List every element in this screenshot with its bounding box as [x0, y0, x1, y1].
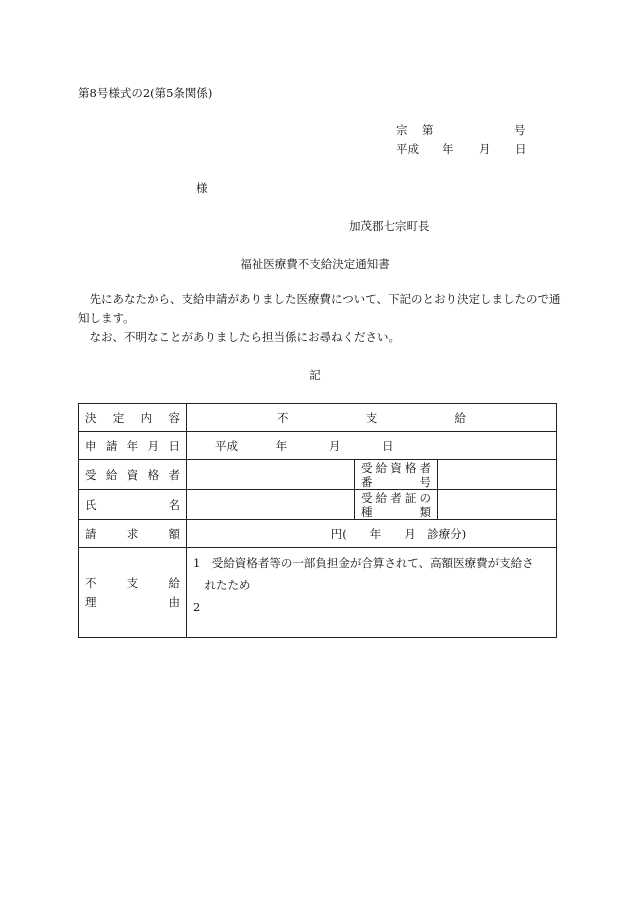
label-char: 者: [168, 467, 180, 482]
name-label: [79, 490, 187, 520]
body-text: [78, 290, 563, 347]
label-char: 受: [85, 467, 97, 482]
label-char: 資: [126, 467, 139, 482]
label-char: 給: [375, 490, 388, 505]
apply-date-year: 年: [275, 438, 288, 453]
decision-table: [78, 403, 557, 638]
apply-date-era: 平成: [215, 438, 238, 453]
body-paragraph-1: 先にあなたから、支給申請がありました医療費について、下記のとおり決定しましたので通知します。: [78, 292, 561, 325]
label-char: 資: [390, 460, 402, 475]
decision-value: [187, 404, 557, 432]
label-char: 給: [105, 467, 118, 482]
label-char: 号: [419, 474, 431, 489]
recipient-no-value: [438, 460, 557, 490]
label-char: 求: [126, 526, 139, 541]
claim-label: [79, 520, 187, 548]
label-char: 受: [361, 490, 373, 505]
label-char: 不: [85, 575, 97, 590]
apply-date-value: [187, 432, 557, 460]
cert-type-value: [438, 490, 557, 520]
label-char: 月: [147, 438, 160, 453]
label-char: 給: [454, 410, 466, 425]
label-char: 申: [85, 438, 97, 453]
reason-item-1-cont: れたため: [193, 578, 251, 592]
label-char: の: [419, 490, 431, 505]
label-char: 請: [105, 438, 118, 453]
label-char: 理: [85, 594, 97, 609]
label-char: 支: [365, 410, 378, 425]
recipient-value: [187, 460, 355, 490]
claim-value: 円( 年 月 診療分): [187, 520, 557, 548]
ref-shu: 宗: [396, 123, 408, 137]
form-number: 第8号様式の2(第5条関係): [78, 86, 213, 100]
label-char: 定: [112, 410, 125, 425]
apply-date-month: 月: [328, 438, 341, 453]
issue-date-month: 月: [479, 142, 491, 156]
apply-date-day: 日: [381, 438, 394, 453]
reason-value: [187, 548, 557, 638]
label-char: 支: [126, 575, 139, 590]
issuer: 加茂郡七宗町長: [349, 219, 430, 233]
label-char: 請: [85, 526, 97, 541]
label-char: 種: [361, 504, 373, 519]
ref-go: 号: [514, 123, 526, 137]
label-char: 内: [140, 410, 153, 425]
label-char: 日: [168, 438, 180, 453]
cert-type-label: [355, 490, 438, 520]
reason-label: [79, 548, 187, 638]
label-char: 年: [126, 438, 139, 453]
label-char: 額: [168, 526, 180, 541]
label-char: 決: [85, 410, 97, 425]
document-title: 福祉医療費不支給決定通知書: [240, 257, 390, 271]
label-char: 番: [361, 474, 373, 489]
addressee: 様: [196, 181, 208, 195]
label-char: 格: [147, 467, 160, 482]
label-char: 者: [419, 460, 431, 475]
label-char: 者: [390, 490, 402, 505]
apply-date-label: [79, 432, 187, 460]
name-value: [187, 490, 355, 520]
label-char: 証: [404, 490, 417, 505]
ref-dai: 第: [422, 123, 434, 137]
label-char: 格: [404, 460, 417, 475]
label-char: 容: [168, 410, 180, 425]
issue-date-day: 日: [515, 142, 527, 156]
label-char: 不: [277, 410, 289, 425]
issue-date-year: 年: [442, 142, 454, 156]
label-char: 類: [419, 504, 431, 519]
ki-marker: 記: [309, 368, 321, 382]
decision-label: [79, 404, 187, 432]
label-char: 由: [168, 594, 180, 609]
label-char: 給: [375, 460, 388, 475]
label-char: 給: [168, 575, 180, 590]
label-char: 氏: [85, 497, 97, 512]
recipient-label: [79, 460, 187, 490]
issue-date-era: 平成: [396, 142, 419, 156]
label-char: 受: [361, 460, 373, 475]
body-paragraph-2: なお、不明なことがありましたら担当係にお尋ねください。: [78, 330, 400, 344]
reason-item-2: 2: [193, 600, 201, 614]
reason-item-1: 1 受給資格者等の一部負担金が合算されて、高額医療費が支給さ: [193, 556, 534, 570]
recipient-no-label: [355, 460, 438, 490]
label-char: 名: [168, 497, 180, 512]
